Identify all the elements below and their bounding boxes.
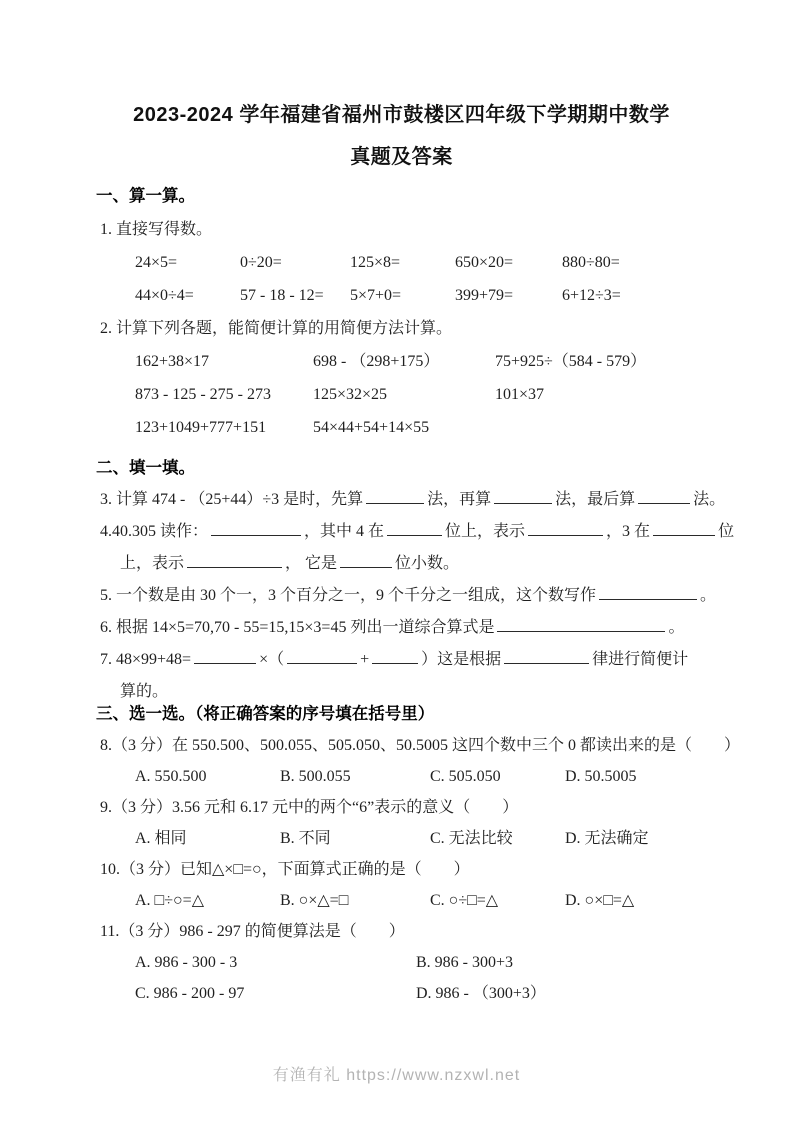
blank-line <box>387 520 442 536</box>
question-text: 7. 48×99+48= <box>100 651 192 668</box>
question-6 <box>96 612 707 644</box>
question-2-label: 2. 计算下列各题，能简便计算的用简便方法计算。 <box>100 320 453 337</box>
option-d: D. 50.5005 <box>565 768 637 785</box>
option-c: C. 505.050 <box>430 768 501 785</box>
option-d: D. 986 - （300+3） <box>416 985 546 1002</box>
question-text: ，3 在 <box>606 523 651 540</box>
question-7-line-1 <box>96 644 707 676</box>
blank-line <box>287 648 357 664</box>
expression-cell: 57 - 18 - 12= <box>240 287 324 304</box>
question-text: 6. 根据 14×5=70,70 - 55=15,15×3=45 列出一道综合算式是 <box>100 619 495 636</box>
question-9-options <box>96 823 707 854</box>
blank-line <box>497 616 665 632</box>
expression-cell: 399+79= <box>455 287 514 304</box>
question-text: + <box>360 651 370 668</box>
section-1-heading: 一、算一算。 <box>96 187 195 205</box>
blank-line <box>366 488 424 504</box>
title-line-2: 真题及答案 <box>350 146 453 168</box>
question-text: 4.40.305 读作： <box>100 523 209 540</box>
blank-line <box>653 520 715 536</box>
question-text: 位小数。 <box>395 555 460 572</box>
expression-cell: 880÷80= <box>562 254 620 271</box>
question-10-stem: 10.（3 分）已知△×□=○，下面算式正确的是（ ） <box>100 861 470 878</box>
question-text: 法，最后算 <box>555 491 636 508</box>
blank-line <box>494 488 552 504</box>
section-multiple-choice <box>96 699 741 1009</box>
blank-line <box>599 584 697 600</box>
expression-cell: 6+12÷3= <box>562 287 621 304</box>
question-4-line-1 <box>96 516 735 548</box>
question-1-row-1 <box>96 246 707 279</box>
blank-line <box>187 552 282 568</box>
expression-cell: 44×0÷4= <box>135 287 194 304</box>
question-5 <box>96 580 717 612</box>
blank-line <box>528 520 603 536</box>
option-b: B. 500.055 <box>280 768 351 785</box>
question-2-row-1 <box>96 345 707 378</box>
option-d: D. 无法确定 <box>565 830 649 847</box>
question-text: ，其中 4 在 <box>304 523 385 540</box>
expression-cell: 5×7+0= <box>350 287 402 304</box>
question-text: 上，表示 <box>120 555 185 572</box>
question-8-options <box>96 761 707 792</box>
title-line-1: 2023-2024 学年福建省福州市鼓楼区四年级下学期期中数学 <box>133 104 670 126</box>
expression-cell: 24×5= <box>135 254 178 271</box>
blank-line <box>504 648 589 664</box>
option-b: B. 不同 <box>280 830 331 847</box>
option-c: C. 986 - 200 - 97 <box>135 985 245 1002</box>
expression-cell: 0÷20= <box>240 254 282 271</box>
document-content <box>96 94 741 1009</box>
question-8-stem: 8.（3 分）在 550.500、500.055、505.050、50.5005 这四个数中三个 0 都读出来的是（ ） <box>100 737 741 754</box>
question-text: 位上，表示 <box>445 523 526 540</box>
expression-cell: 123+1049+777+151 <box>135 419 267 436</box>
question-text: ）这是根据 <box>421 651 502 668</box>
option-d: D. ○×□=△ <box>565 892 635 909</box>
section-calculate <box>96 180 707 444</box>
question-text: ， 它是 <box>285 555 338 572</box>
section-3-heading: 三、选一选。（将正确答案的序号填在括号里） <box>96 705 435 723</box>
question-text: ×（ <box>259 651 285 668</box>
question-text: 位 <box>718 523 735 540</box>
site-watermark <box>0 1062 793 1085</box>
question-text: 法，再算 <box>427 491 492 508</box>
expression-cell: 125×8= <box>350 254 401 271</box>
expression-cell: 54×44+54+14×55 <box>313 419 430 436</box>
question-text: 法。 <box>693 491 726 508</box>
question-11-stem: 11.（3 分）986 - 297 的简便算法是（ ） <box>100 923 405 940</box>
option-c: C. 无法比较 <box>430 830 513 847</box>
question-2-row-3 <box>96 411 707 444</box>
blank-line <box>340 552 392 568</box>
option-b: B. 986 - 300+3 <box>416 954 514 971</box>
option-b: B. ○×△=□ <box>280 892 349 909</box>
question-text: 5. 一个数是由 30 个一，3 个百分之一，9 个千分之一组成，这个数写作 <box>100 587 597 604</box>
expression-cell: 650×20= <box>455 254 514 271</box>
question-3 <box>96 484 726 516</box>
question-10-options <box>96 885 707 916</box>
section-2-heading: 二、填一填。 <box>96 459 195 477</box>
expression-cell: 101×37 <box>495 386 545 403</box>
expression-cell: 873 - 125 - 275 - 273 <box>135 386 271 403</box>
expression-cell: 698 - （298+175） <box>313 353 440 370</box>
watermark-link[interactable]: 有渔有礼 https://www.nzxwl.net <box>272 1067 521 1084</box>
question-text: 律进行简便计 <box>592 651 689 668</box>
expression-cell: 162+38×17 <box>135 353 210 370</box>
question-9-stem: 9.（3 分）3.56 元和 6.17 元中的两个“6”表示的意义（ ） <box>100 799 519 816</box>
question-1-label: 1. 直接写得数。 <box>100 221 213 238</box>
option-a: A. 986 - 300 - 3 <box>135 954 238 971</box>
option-c: C. ○÷□=△ <box>430 892 499 909</box>
blank-line <box>211 520 301 536</box>
question-1-row-2 <box>96 279 707 312</box>
blank-line <box>194 648 256 664</box>
question-7-line-2: 算的。 <box>120 683 169 700</box>
option-a: A. □÷○=△ <box>135 892 204 909</box>
document-title <box>96 94 707 178</box>
expression-cell: 75+925÷（584 - 579） <box>495 353 647 370</box>
question-2-row-2 <box>96 378 707 411</box>
question-text: 。 <box>668 619 685 636</box>
question-11-options-row-1 <box>96 947 707 978</box>
question-text: 。 <box>700 587 717 604</box>
blank-line <box>638 488 690 504</box>
question-4-line-2 <box>96 548 707 580</box>
blank-line <box>372 648 418 664</box>
expression-cell: 125×32×25 <box>313 386 388 403</box>
section-fill-in <box>96 452 735 708</box>
question-text: 3. 计算 474 - （25+44）÷3 是时，先算 <box>100 491 364 508</box>
question-11-options-row-2 <box>96 978 707 1009</box>
option-a: A. 550.500 <box>135 768 207 785</box>
option-a: A. 相同 <box>135 830 187 847</box>
